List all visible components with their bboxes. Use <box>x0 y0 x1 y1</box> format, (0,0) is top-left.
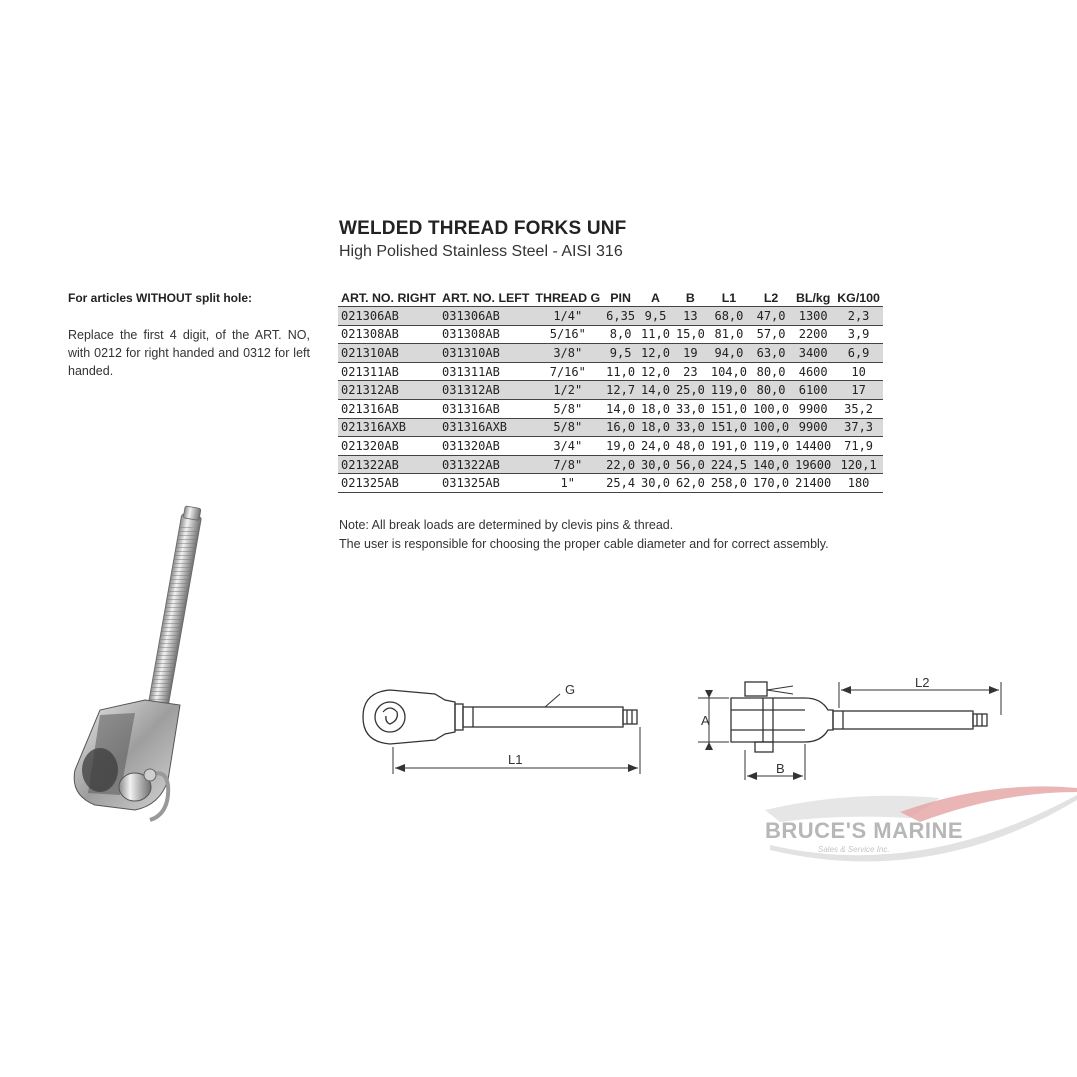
cell-thread-g: 5/16" <box>532 325 603 344</box>
cell-l2: 170,0 <box>750 474 792 493</box>
note-line-2: The user is responsible for choosing the proper cable diameter and for correct assembly. <box>339 537 829 551</box>
cell-b: 33,0 <box>673 418 708 437</box>
cell-bl-kg: 21400 <box>792 474 834 493</box>
split-pin-detail <box>767 686 793 694</box>
table-row <box>338 418 883 437</box>
col-header-l1: L1 <box>721 290 737 305</box>
cell-l2: 119,0 <box>750 437 792 456</box>
cell-thread-g: 5/8" <box>532 418 603 437</box>
cell-l2: 140,0 <box>750 455 792 474</box>
table-row <box>338 381 883 400</box>
drawing-top-view <box>693 670 1013 785</box>
cell-bl-kg: 2200 <box>792 325 834 344</box>
product-photo <box>40 505 270 840</box>
cell-pin: 12,7 <box>603 381 638 400</box>
cell-l1: 104,0 <box>708 362 750 381</box>
cell-kg-100: 17 <box>834 381 883 400</box>
cell-l1: 151,0 <box>708 418 750 437</box>
cell-bl-kg: 14400 <box>792 437 834 456</box>
table-row <box>338 362 883 381</box>
collar <box>455 704 463 730</box>
table-row <box>338 307 883 326</box>
cell-art-no-right: 021325AB <box>338 474 439 493</box>
swoosh-red <box>900 786 1077 822</box>
cell-l2: 100,0 <box>750 399 792 418</box>
cell-l1: 191,0 <box>708 437 750 456</box>
shaft <box>463 707 623 727</box>
cell-bl-kg: 9900 <box>792 399 834 418</box>
cell-kg-100: 71,9 <box>834 437 883 456</box>
cell-l1: 81,0 <box>708 325 750 344</box>
shaft-tip <box>973 714 987 726</box>
cell-art-no-right: 021306AB <box>338 307 439 326</box>
col-header-thread-g: THREAD G <box>535 290 601 305</box>
cell-art-no-left: 031325AB <box>439 474 532 493</box>
cell-art-no-left: 031310AB <box>439 344 532 363</box>
label-g: G <box>565 682 576 697</box>
cell-thread-g: 1/2" <box>532 381 603 400</box>
side-note-text: Replace the first 4 digit, of the ART. NO, with 0212 for right handed and 0312 for left handed. <box>68 328 310 378</box>
cell-bl-kg: 4600 <box>792 362 834 381</box>
cell-kg-100: 37,3 <box>834 418 883 437</box>
cell-art-no-right: 021316AB <box>338 399 439 418</box>
cell-kg-100: 3,9 <box>834 325 883 344</box>
cell-thread-g: 5/8" <box>532 399 603 418</box>
cell-thread-g: 1/4" <box>532 307 603 326</box>
page-title: WELDED THREAD FORKS UNF <box>339 218 627 239</box>
cell-a: 12,0 <box>638 362 673 381</box>
cell-pin: 14,0 <box>603 399 638 418</box>
cell-pin: 6,35 <box>603 307 638 326</box>
cell-l2: 80,0 <box>750 362 792 381</box>
col-header-a: A <box>651 290 660 305</box>
cell-art-no-left: 031316AXB <box>439 418 532 437</box>
cell-b: 33,0 <box>673 399 708 418</box>
cell-art-no-left: 031316AB <box>439 399 532 418</box>
cell-l1: 119,0 <box>708 381 750 400</box>
cell-kg-100: 6,9 <box>834 344 883 363</box>
eye-head-outline <box>363 690 455 744</box>
cell-a: 14,0 <box>638 381 673 400</box>
table-row <box>338 455 883 474</box>
table-header-row <box>338 289 883 307</box>
shaft-tip <box>623 710 637 724</box>
pin-head <box>745 682 767 696</box>
cell-art-no-right: 021311AB <box>338 362 439 381</box>
col-header-kg-100: KG/100 <box>837 290 880 305</box>
cell-a: 12,0 <box>638 344 673 363</box>
cell-art-no-left: 031320AB <box>439 437 532 456</box>
cell-a: 30,0 <box>638 474 673 493</box>
cell-bl-kg: 3400 <box>792 344 834 363</box>
cell-pin: 9,5 <box>603 344 638 363</box>
cell-l1: 151,0 <box>708 399 750 418</box>
cell-thread-g: 1" <box>532 474 603 493</box>
cell-pin: 22,0 <box>603 455 638 474</box>
cell-art-no-left: 031308AB <box>439 325 532 344</box>
cell-thread-g: 7/8" <box>532 455 603 474</box>
pin-end <box>755 742 773 752</box>
cell-pin: 16,0 <box>603 418 638 437</box>
cell-kg-100: 180 <box>834 474 883 493</box>
col-header-pin: PIN <box>610 290 631 305</box>
cell-pin: 25,4 <box>603 474 638 493</box>
cell-pin: 11,0 <box>603 362 638 381</box>
cell-l2: 80,0 <box>750 381 792 400</box>
cell-art-no-right: 021308AB <box>338 325 439 344</box>
shaft <box>833 711 973 729</box>
page-subtitle: High Polished Stainless Steel - AISI 316 <box>339 243 623 260</box>
threaded-rod <box>147 506 203 714</box>
cell-thread-g: 3/4" <box>532 437 603 456</box>
cell-l2: 47,0 <box>750 307 792 326</box>
table-row <box>338 399 883 418</box>
cell-l2: 57,0 <box>750 325 792 344</box>
table-row <box>338 325 883 344</box>
logo-name: BRUCE'S MARINE <box>765 818 964 843</box>
spec-table <box>338 289 883 493</box>
cell-kg-100: 120,1 <box>834 455 883 474</box>
cell-l2: 100,0 <box>750 418 792 437</box>
cell-b: 48,0 <box>673 437 708 456</box>
cell-pin: 8,0 <box>603 325 638 344</box>
table-row <box>338 437 883 456</box>
cell-pin: 19,0 <box>603 437 638 456</box>
side-note-heading: For articles WITHOUT split hole: <box>68 291 253 305</box>
cell-a: 9,5 <box>638 307 673 326</box>
cell-art-no-right: 021320AB <box>338 437 439 456</box>
cell-b: 15,0 <box>673 325 708 344</box>
label-b: B <box>776 761 785 776</box>
label-l2: L2 <box>915 675 930 690</box>
cell-art-no-left: 031322AB <box>439 455 532 474</box>
cell-bl-kg: 19600 <box>792 455 834 474</box>
cell-kg-100: 10 <box>834 362 883 381</box>
col-header-l2: L2 <box>763 290 779 305</box>
cell-thread-g: 3/8" <box>532 344 603 363</box>
col-header-art-no-left: ART. NO. LEFT <box>442 290 530 305</box>
pin-icon <box>383 708 397 724</box>
cell-a: 18,0 <box>638 418 673 437</box>
cell-bl-kg: 9900 <box>792 418 834 437</box>
cell-b: 23 <box>673 362 708 381</box>
cell-kg-100: 2,3 <box>834 307 883 326</box>
cell-thread-g: 7/16" <box>532 362 603 381</box>
cell-l1: 94,0 <box>708 344 750 363</box>
cell-l2: 63,0 <box>750 344 792 363</box>
cell-a: 30,0 <box>638 455 673 474</box>
drawing-side-view <box>355 672 655 782</box>
note-line-1: Note: All break loads are determined by clevis pins & thread. <box>339 518 674 532</box>
cell-kg-100: 35,2 <box>834 399 883 418</box>
col-header-bl-kg: BL/kg <box>795 290 831 305</box>
cell-art-no-right: 021312AB <box>338 381 439 400</box>
label-l1: L1 <box>508 752 523 767</box>
cell-b: 19 <box>673 344 708 363</box>
cell-art-no-left: 031312AB <box>439 381 532 400</box>
table-row <box>338 344 883 363</box>
fork-body <box>74 700 180 810</box>
cell-l1: 258,0 <box>708 474 750 493</box>
cell-a: 24,0 <box>638 437 673 456</box>
cell-l1: 68,0 <box>708 307 750 326</box>
cell-art-no-left: 031311AB <box>439 362 532 381</box>
notes <box>339 516 829 554</box>
logo-tagline: Sales & Service Inc. <box>818 845 890 854</box>
label-a: A <box>701 713 710 728</box>
cell-b: 25,0 <box>673 381 708 400</box>
cell-l1: 224,5 <box>708 455 750 474</box>
cell-a: 11,0 <box>638 325 673 344</box>
fork-outline <box>731 698 833 742</box>
cell-bl-kg: 1300 <box>792 307 834 326</box>
cell-b: 56,0 <box>673 455 708 474</box>
cell-bl-kg: 6100 <box>792 381 834 400</box>
col-header-art-no-right: ART. NO. RIGHT <box>341 290 436 305</box>
cell-a: 18,0 <box>638 399 673 418</box>
cell-art-no-right: 021310AB <box>338 344 439 363</box>
cell-art-no-right: 021316AXB <box>338 418 439 437</box>
cell-b: 62,0 <box>673 474 708 493</box>
table-body <box>338 307 883 493</box>
cell-art-no-right: 021322AB <box>338 455 439 474</box>
col-header-b: B <box>685 290 695 305</box>
cell-b: 13 <box>673 307 708 326</box>
eye-hole <box>375 702 405 732</box>
table-row <box>338 474 883 493</box>
cell-art-no-left: 031306AB <box>439 307 532 326</box>
